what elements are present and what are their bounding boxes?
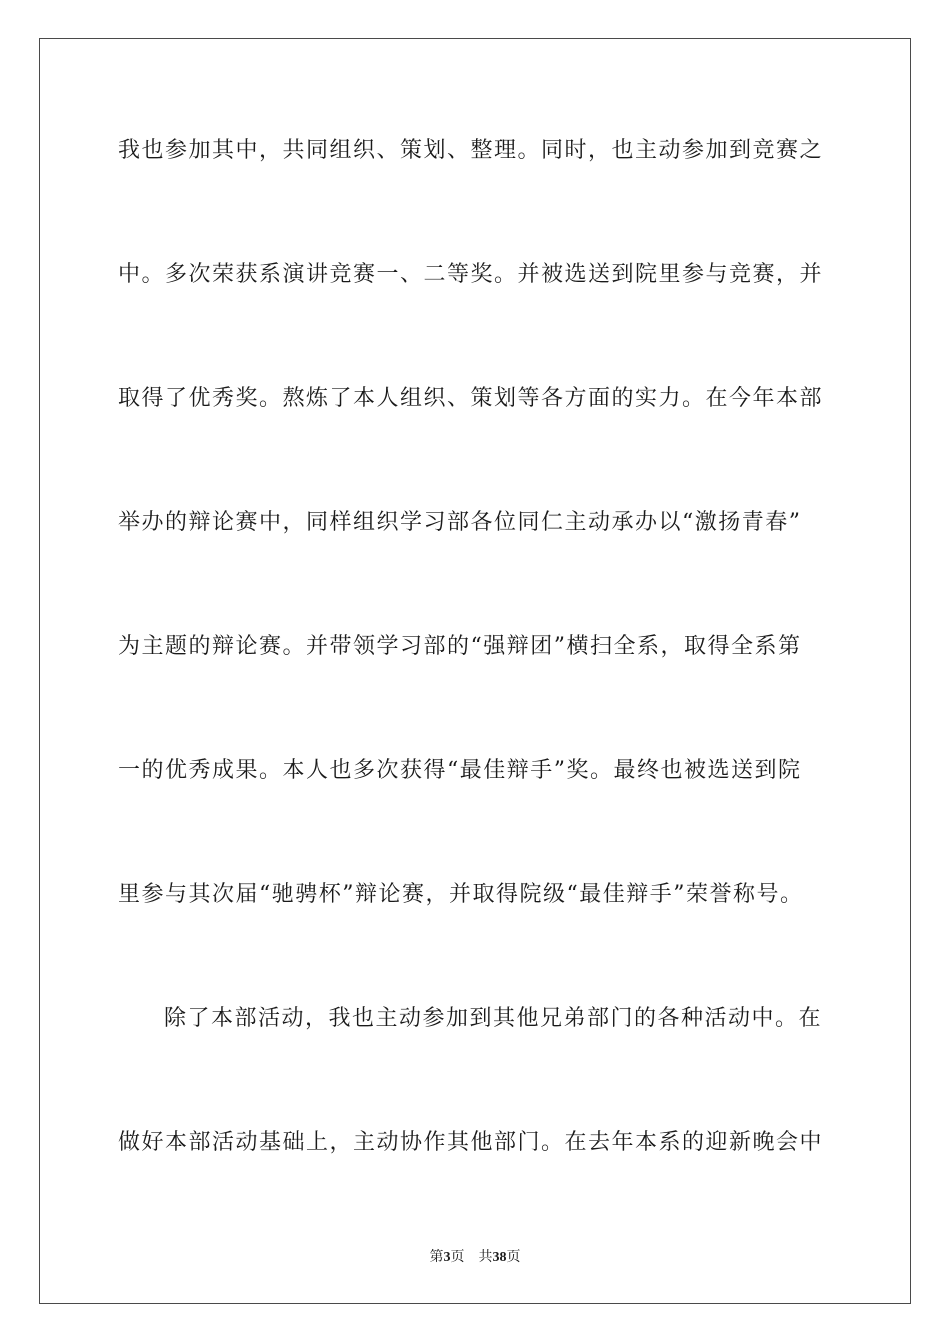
text-line: 举办的辩论赛中，同样组织学习部各位同仁主动承办以“激扬青春” — [118, 510, 802, 535]
text-line: 取得了优秀奖。熬炼了本人组织、策划等各方面的实力。在今年本部 — [118, 386, 824, 411]
text-line: 一的优秀成果。本人也多次获得“最佳辩手”奖。最终也被选送到院 — [118, 758, 802, 783]
total-pages: 38 — [492, 1250, 507, 1265]
page-footer — [0, 1247, 950, 1268]
page-prefix: 第 — [429, 1249, 444, 1265]
total-prefix: 共 — [478, 1249, 493, 1265]
page-suffix: 页 — [450, 1249, 465, 1265]
page-number: 3 — [443, 1250, 451, 1265]
document-body — [118, 128, 838, 1244]
text-line: 中。多次荣获系演讲竞赛一、二等奖。并被选送到院里参与竞赛，并 — [118, 262, 824, 287]
text-line: 我也参加其中，共同组织、策划、整理。同时，也主动参加到竞赛之 — [118, 138, 824, 163]
text-line: 做好本部活动基础上，主动协作其他部门。在去年本系的迎新晚会中 — [118, 1130, 824, 1155]
text-line: 为主题的辩论赛。并带领学习部的“强辩团”横扫全系，取得全系第 — [118, 634, 802, 659]
total-suffix: 页 — [506, 1249, 521, 1265]
text-line: 里参与其次届“驰骋杯”辩论赛，并取得院级“最佳辩手”荣誉称号。 — [118, 882, 804, 907]
paragraph-start-line: 除了本部活动，我也主动参加到其他兄弟部门的各种活动中。在 — [164, 1006, 823, 1031]
